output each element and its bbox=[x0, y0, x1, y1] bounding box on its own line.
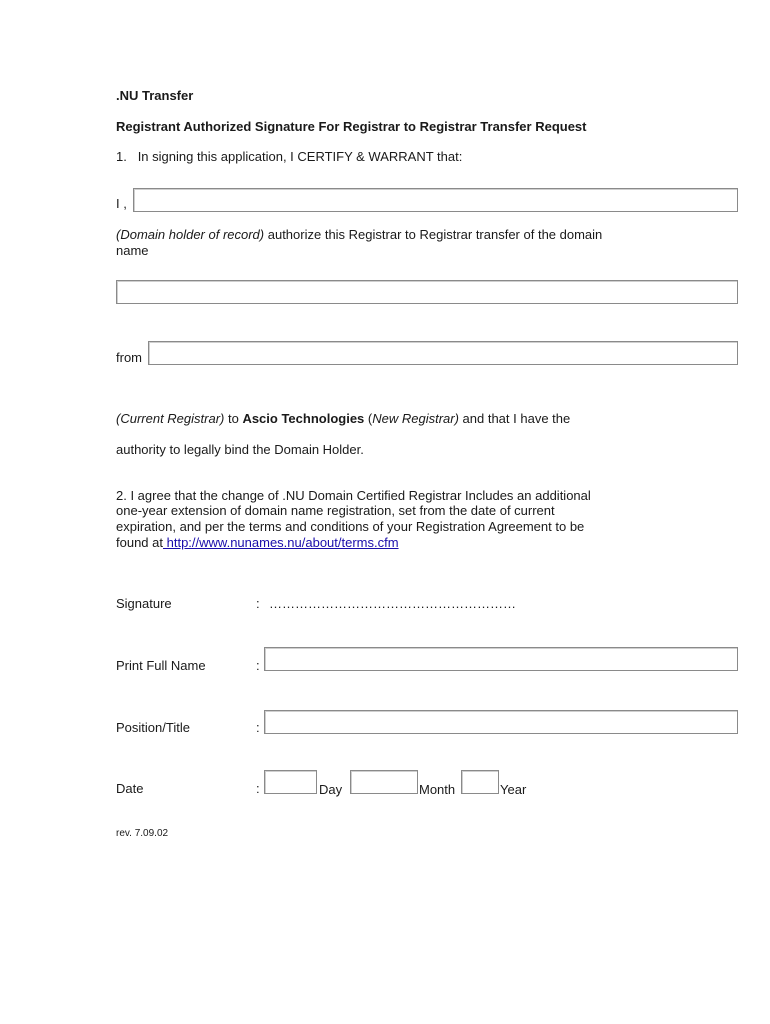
new-registrar-name: Ascio Technologies bbox=[242, 411, 365, 426]
holder-text: authorize this Registrar to Registrar transfer of the domain bbox=[264, 227, 603, 242]
month-label: Month bbox=[419, 782, 456, 797]
current-registrar-input[interactable] bbox=[148, 341, 738, 365]
print-name-label: Print Full Name bbox=[116, 658, 206, 673]
day-input[interactable] bbox=[264, 770, 317, 794]
domain-holder-input[interactable] bbox=[133, 188, 738, 212]
section2-line4-prefix: found at bbox=[116, 535, 163, 550]
section2-line4 bbox=[116, 535, 399, 550]
signature-colon: : bbox=[256, 596, 260, 611]
date-colon: : bbox=[256, 781, 260, 796]
document-subtitle: Registrant Authorized Signature For Registrar to Registrar Transfer Request bbox=[116, 119, 587, 134]
section1-text: In signing this application, I CERTIFY & WARRANT that: bbox=[137, 149, 463, 164]
and-text: and that I have the bbox=[458, 411, 571, 426]
section2-line2: one-year extension of domain name registration, set from the date of current bbox=[116, 503, 555, 518]
section2-line1: 2. I agree that the change of .NU Domain Certified Registrar Includes an additional bbox=[116, 488, 591, 503]
document-title: .NU Transfer bbox=[116, 88, 194, 103]
i-label: I , bbox=[116, 196, 127, 211]
print-name-colon: : bbox=[256, 658, 260, 673]
new-registrar-italic: New Registrar) bbox=[372, 411, 459, 426]
month-input[interactable] bbox=[350, 770, 418, 794]
from-label: from bbox=[116, 350, 142, 365]
revision-note: rev. 7.09.02 bbox=[116, 828, 169, 839]
domain-name-input[interactable] bbox=[116, 280, 738, 304]
section2-line3: expiration, and per the terms and conditions of your Registration Agreement to be bbox=[116, 519, 585, 534]
year-input[interactable] bbox=[461, 770, 499, 794]
date-label: Date bbox=[116, 781, 144, 796]
authority-text: authority to legally bind the Domain Holder. bbox=[116, 442, 364, 457]
signature-dots: ………………………………………………… bbox=[269, 596, 516, 611]
to-text: to bbox=[224, 411, 243, 426]
holder-statement bbox=[116, 227, 602, 242]
holder-italic: (Domain holder of record) bbox=[116, 227, 265, 242]
signature-label: Signature bbox=[116, 596, 172, 611]
year-label: Year bbox=[500, 782, 527, 797]
terms-link[interactable]: http://www.nunames.nu/about/terms.cfm bbox=[163, 535, 399, 550]
position-colon: : bbox=[256, 720, 260, 735]
paren-open: ( bbox=[364, 411, 373, 426]
section1-number: 1. bbox=[116, 149, 127, 164]
print-name-input[interactable] bbox=[264, 647, 738, 671]
position-input[interactable] bbox=[264, 710, 738, 734]
day-label: Day bbox=[319, 782, 343, 797]
holder-text-name: name bbox=[116, 243, 149, 258]
section1-intro bbox=[116, 149, 462, 164]
current-registrar-italic: (Current Registrar) bbox=[116, 411, 225, 426]
registrar-statement bbox=[116, 411, 570, 426]
position-label: Position/Title bbox=[116, 720, 190, 735]
